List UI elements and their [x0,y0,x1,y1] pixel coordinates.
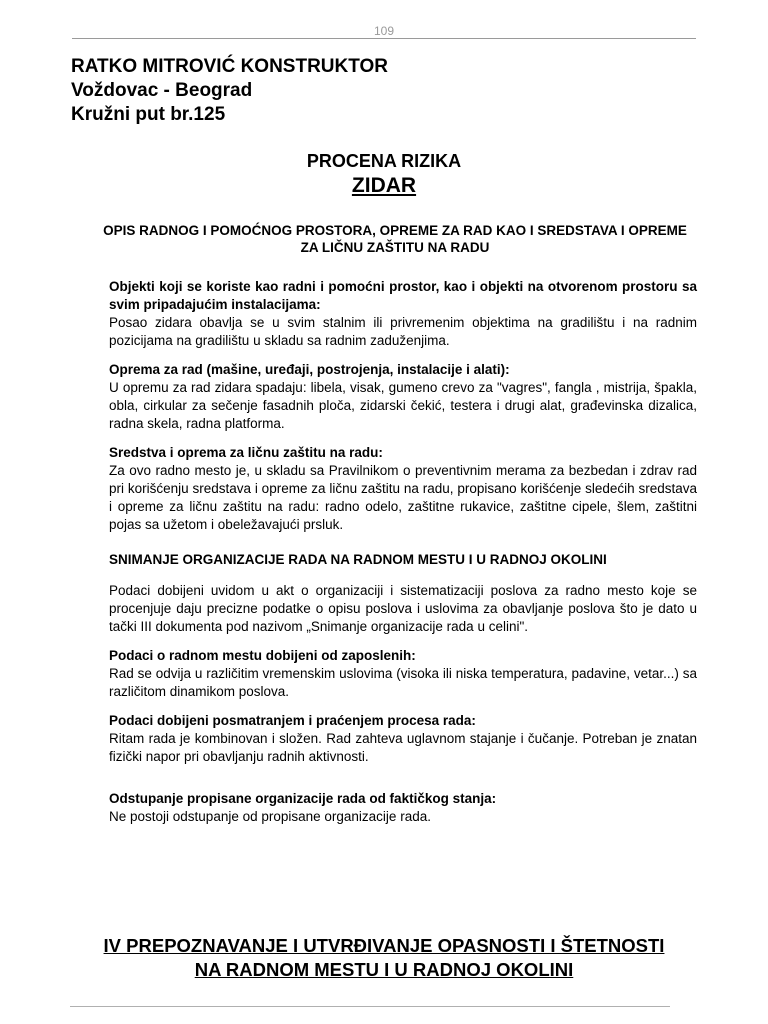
block-text: Ne postoji odstupanje od propisane organizacije rada. [109,809,431,824]
block-text: Rad se odvija u različitim vremenskim uslovima (visoka ili niska temperatura, padavine, vetar...) sa različitom dinamikom poslova. [109,666,697,699]
content-block [109,444,697,534]
final-heading [0,934,768,982]
org-intro-text: Podaci dobijeni uvidom u akt o organizaciji i sistematizaciji poslova za radno mesto koje se procenjuje daju precizne podatke o opisu poslova i uslovima za obavljanje poslova što je dato u tački III dokumenta pod nazivom „Snimanje organizacije rada u celini". [109,583,697,634]
org-intro [109,582,697,636]
org-heading: SNIMANJE ORGANIZACIJE RADA NA RADNOM MESTU I U RADNOJ OKOLINI [109,552,607,567]
content-block [109,278,697,350]
org-block [109,647,697,701]
page-number: 109 [373,24,395,38]
company-address: Kružni put br.125 [71,104,226,125]
company-name: RATKO MITROVIĆ KONSTRUKTOR [71,56,389,77]
content-block [109,361,697,433]
org-block [109,790,697,826]
block-label: Sredstva i oprema za ličnu zaštitu na radu: [109,445,383,460]
block-text: Ritam rada je kombinovan i složen. Rad zahteva uglavnom stajanje i čučanje. Potreban je znatan fizički napor pri obavljanju radnih aktivnosti. [109,731,697,764]
header-rule [72,38,696,39]
document-title: PROCENA RIZIKA [306,151,462,171]
final-heading-line-1: IV PREPOZNAVANJE I UTVRĐIVANJE OPASNOSTI I ŠTETNOSTI [103,935,665,956]
block-label: Odstupanje propisane organizacije rada od faktičkog stanja: [109,791,497,806]
block-label: Podaci o radnom mestu dobijeni od zaposlenih: [109,648,416,663]
company-city: Voždovac - Beograd [71,80,253,101]
block-label: Oprema za rad (mašine, uređaji, postrojenja, instalacije i alati): [109,362,510,377]
footer-rule [70,1006,670,1007]
block-text: U opremu za rad zidara spadaju: libela, visak, gumeno crevo za "vagres", fangla , mistrija, špakla, obla, cirkular za sečenje fasadnih ploča, zidarski čekić, testera i drugi alat, građevinska dizalica, radna skela, radna platforma. [109,380,697,431]
block-text: Za ovo radno mesto je, u skladu sa Pravilnikom o preventivnim merama za bezbedan i zdrav rad pri korišćenju sredstava i opreme za ličnu zaštitu na radu, propisano korišćenje sledećih sredstava i opreme za ličnu zaštitu na radu: radno odelo, zaštitne rukavice, zaštitne cipele, šlem, zaštitni pojas sa užetom i obeležavajući prsluk. [109,463,697,532]
company-header [71,55,388,127]
org-block [109,712,697,766]
block-label: Objekti koji se koriste kao radni i pomoćni prostor, kao i objekti na otvorenom prostoru sa svim pripadajućim instalacijama: [109,279,697,312]
document-subtitle: ZIDAR [351,174,417,197]
section-heading: OPIS RADNOG I POMOĆNOG PROSTORA, OPREME ZA RAD KAO I SREDSTAVA I OPREME ZA LIČNU ZAŠTITU NA RADU [103,223,687,255]
block-label: Podaci dobijeni posmatranjem i praćenjem procesa rada: [109,713,476,728]
block-text: Posao zidara obavlja se u svim stalnim ili privremenim objektima na gradilištu i na radnim pozicijama na gradilištu u skladu sa radnim zaduženjima. [109,315,697,348]
final-heading-line-2: NA RADNOM MESTU I U RADNOJ OKOLINI [194,959,574,980]
